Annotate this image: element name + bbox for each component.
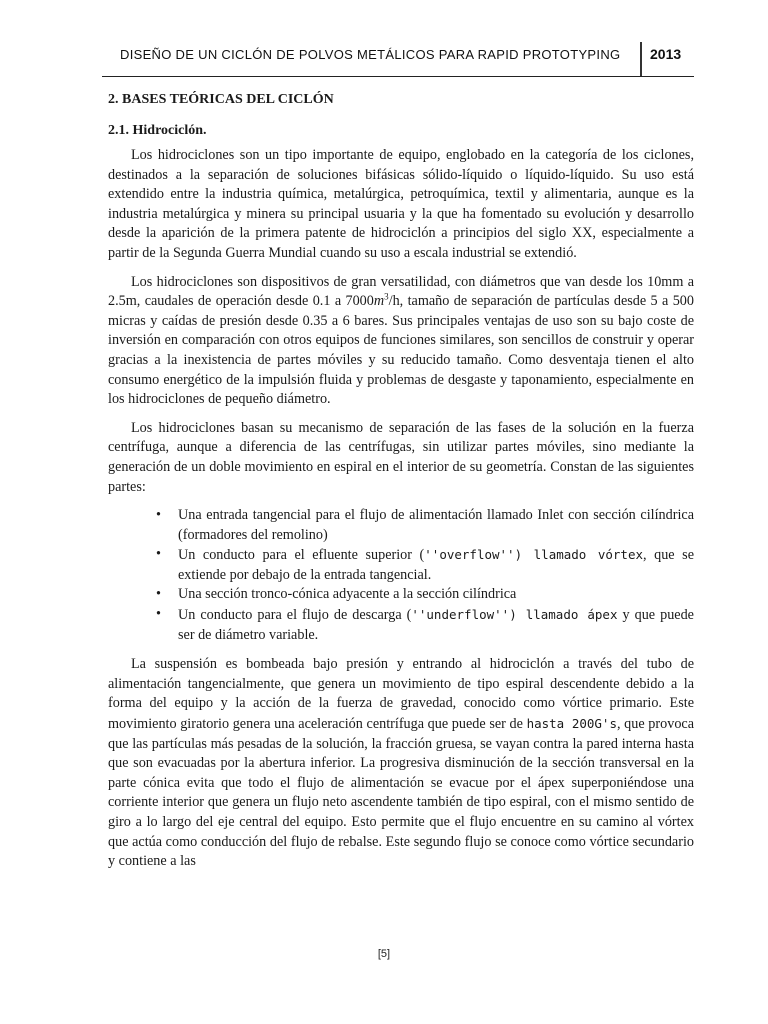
section-title: 2. BASES TEÓRICAS DEL CICLÓN bbox=[108, 92, 334, 107]
header-year: 2013 bbox=[650, 46, 682, 62]
paragraph-2 bbox=[108, 273, 694, 410]
list-item-text-b: y que puede ser de diámetro variable. bbox=[178, 607, 694, 643]
parts-list bbox=[108, 506, 694, 645]
unit-m: m bbox=[373, 293, 385, 310]
paragraph-3: Los hidrociclones basan su mecanismo de separación de las fases de la solución en la fuerza centrífuga, aunque a diferencia de las centrífugas, sin utilizar partes móviles, sino mediante la generación de un doble movimiento en espiral en el interior de su geometría. Constan de las siguientes partes: bbox=[108, 419, 694, 495]
bullet-icon: • bbox=[156, 586, 161, 603]
paragraph-4-text-a: La suspensión es bombeada bajo presión y entrando al hidrociclón a través del tubo de alimentación tangencialmente, que genera un movimiento de tipo espiral descendente debido a la forma del equipo y la acción de la fuerza de gravedad, conocido como vórtice primario. Este movimiento giratorio genera una aceleración centrífuga que puede ser de bbox=[108, 656, 694, 733]
list-item-text: Una entrada tangencial para el flujo de alimentación llamado Inlet con sección cilíndrica (formadores del remolino) bbox=[178, 507, 694, 543]
paragraph-4-text-b: , que provoca que las partículas más pesadas de la solución, la fracción gruesa, se vayan contra la pared interna hasta que son evacuadas por la abertura inferior. La progresiva disminución de la sección transversal en la parte cónica evita que todo el flujo de alimentación se evacue por el ápex superponiéndose una corriente interior que genera un flujo neto ascendente también de tipo espiral, con el mismo sentido de giro a lo largo del eje central del equipo. Esto permite que el flujo encuentre en su camino al vórtex que actúa como conducción del flujo de rebalse. Este segundo flujo se conoce como vórtice secundario y contiene a las bbox=[108, 716, 695, 870]
page-header bbox=[102, 40, 694, 77]
list-item-text: Un conducto para el flujo de descarga ( bbox=[178, 607, 412, 624]
list-item-text: Una sección tronco-cónica adyacente a la sección cilíndrica bbox=[178, 586, 517, 603]
bullet-icon: • bbox=[156, 606, 161, 623]
bullet-icon: • bbox=[156, 507, 161, 524]
list-item bbox=[156, 585, 694, 605]
page-number: [5] bbox=[377, 948, 391, 960]
subsection-title: 2.1. Hidrociclón. bbox=[108, 123, 207, 138]
paragraph-4 bbox=[108, 655, 694, 872]
header-separator bbox=[640, 42, 642, 76]
list-item-mono: ''overflow'') llamado vórtex bbox=[424, 547, 644, 563]
paragraph-2-text-b: /h, tamaño de separación de partículas desde 5 a 500 micras y caídas de presión desde 0.35 a 6 bares. Sus principales ventajas de uso son su bajo coste de inversión en comparación con otros equipos de funciones similares, son sencillos de construir y operar gracias a la inexistencia de partes móviles y su reducido tamaño. Como desventaja tienen el alto consumo energético de la impulsión fluida y problemas de desgaste y taponamiento, especialmente en los hidrociclones de pequeño diámetro. bbox=[108, 293, 694, 408]
list-item bbox=[156, 605, 694, 645]
paragraph-1: Los hidrociclones son un tipo importante de equipo, englobado en la categoría de los ciclones, destinados a la separación de soluciones bifásicas sólido-líquido o líquido-líquido. Su uso está extendido entre la industria química, metalúrgica, petroquímica, textil y alimentaria, aunque es la industria metalúrgica y minera su principal usuaria y la que ha fomentado su evolución y desarrollo desde la aparición de la primera patente de hidrociclón a principios del siglo XX, especialmente a partir de la Segunda Guerra Mundial cuando su uso a escala industrial se extendió. bbox=[108, 147, 694, 261]
list-item bbox=[156, 506, 694, 545]
header-title: DISEÑO DE UN CICLÓN DE POLVOS METÁLICOS PARA RAPID PROTOTYPING bbox=[120, 47, 621, 62]
paragraph-4-mono: hasta 200G's bbox=[526, 716, 617, 732]
list-item-text: Un conducto para el efluente superior ( bbox=[178, 547, 425, 564]
paragraph-2-text-a: Los hidrociclones son dispositivos de gran versatilidad, con diámetros que van desde los 10mm a 2.5m, caudales de operación desde 0.1 a 7000 bbox=[108, 273, 694, 310]
list-item-text-b: , que se extiende por debajo de la entrada tangencial. bbox=[178, 547, 694, 583]
list-item-mono: ''underflow'') llamado ápex bbox=[411, 607, 618, 623]
unit-exponent: 3 bbox=[384, 291, 389, 302]
list-item bbox=[156, 545, 694, 585]
document-body bbox=[108, 90, 694, 881]
bullet-icon: • bbox=[156, 546, 161, 563]
